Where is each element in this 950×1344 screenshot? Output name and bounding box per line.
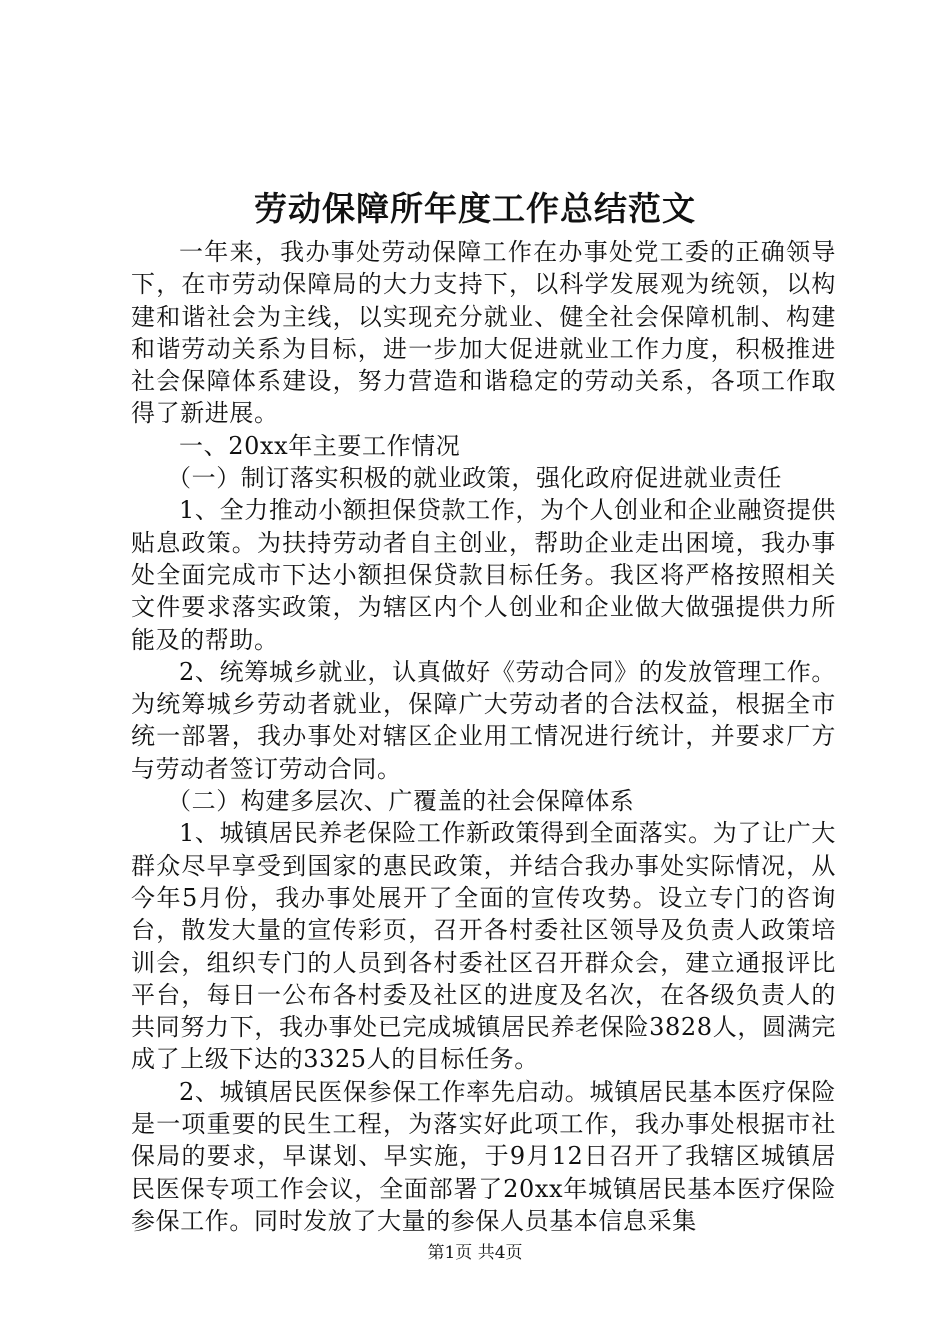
subsection-heading-2: （二）构建多层次、广覆盖的社会保障体系 xyxy=(167,787,635,816)
paragraph-item-2-2: 2、城镇居民医保参保工作率先启动。城镇居民基本医疗保险是一项重要的民生工程，为落实好此项工作，我办事处根据市社保局的要求，早谋划、早实施，于9月12日召开了我辖区城镇居民医保专项工作会议，全面部署了20xx年城镇居民基本医疗保险参保工作。同时发放了大量的参保人员基本信息采集 xyxy=(131,1077,836,1235)
page-footer: 第1页 共4页 xyxy=(427,1243,523,1263)
subsection-heading-1: （一）制订落实积极的就业政策，强化政府促进就业责任 xyxy=(167,464,782,493)
intro-paragraph: 一年来，我办事处劳动保障工作在办事处党工委的正确领导下，在市劳动保障局的大力支持下，以科学发展观为统领，以构建和谐社会为主线，以实现充分就业、健全社会保障机制、构建和谐劳动关系为目标，进一步加大促进就业工作力度，积极推进社会保障体系建设，努力营造和谐稳定的劳动关系，各项工作取得了新进展。 xyxy=(131,238,836,428)
document-title: 劳动保障所年度工作总结范文 xyxy=(254,189,696,228)
document-body xyxy=(131,236,836,1237)
paragraph-item-1-2: 2、统筹城乡就业，认真做好《劳动合同》的发放管理工作。为统筹城乡劳动者就业，保障广大劳动者的合法权益，根据全市统一部署，我办事处对辖区企业用工情况进行统计，并要求厂方与劳动者签订劳动合同。 xyxy=(131,657,836,783)
paragraph-item-2-1: 1、城镇居民养老保险工作新政策得到全面落实。为了让广大群众尽早享受到国家的惠民政策，并结合我办事处实际情况，从今年5月份，我办事处展开了全面的宣传攻势。设立专门的咨询台，散发大量的宣传彩页，召开各村委社区领导及负责人政策培训会，组织专门的人员到各村委社区召开群众会，建立通报评比平台，每日一公布各村委及社区的进度及名次，在各级负责人的共同努力下，我办事处已完成城镇居民养老保险3828人，圆满完成了上级下达的3325人的目标任务。 xyxy=(131,819,836,1074)
section-heading-1: 一、20xx年主要工作情况 xyxy=(179,431,461,460)
paragraph-item-1-1: 1、全力推动小额担保贷款工作，为个人创业和企业融资提供贴息政策。为扶持劳动者自主创业，帮助企业走出困境，我办事处全面完成市下达小额担保贷款目标任务。我区将严格按照相关文件要求落实政策，为辖区内个人创业和企业做大做强提供力所能及的帮助。 xyxy=(131,496,836,654)
